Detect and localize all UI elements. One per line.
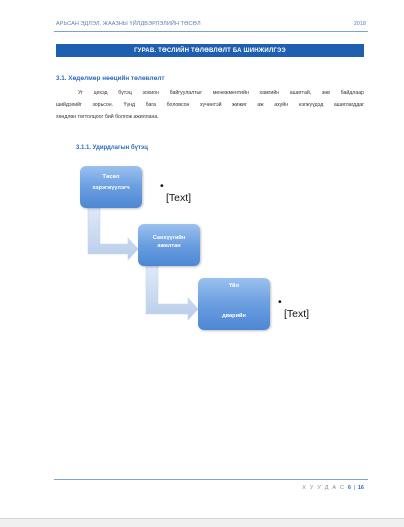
page-total: 16 [357,485,364,491]
finance-officer-label-2: ажилтан [157,243,181,249]
page-footer [302,485,364,491]
paragraph-line-2: шийдэхийг зорьсон. Үүнд бага боловсон хүчинтэй жижиг аж ахуйн нэгжүүдэд ашиглагддаг [56,102,364,108]
finance-officer-label-1: Санхүүгийн [152,235,186,241]
viewer-bottom-edge [0,518,404,527]
arrow-2 [146,266,198,320]
bullet-label-2: [Text] [284,308,310,320]
footer-label: Х У У Д А С [302,485,346,491]
header-year: 2018 [353,21,366,27]
operations-box [198,278,270,330]
operations-label-1: Үйл [228,283,240,289]
project-manager-box [80,166,142,208]
bullet-text-2 [278,296,309,320]
page-separator: | [353,485,356,491]
arrow-1 [88,207,138,260]
bullet-label-1: [Text] [166,192,192,204]
section-heading: 3.1. Хөдөлмөр нөөцийн төлөвлөлт [56,75,165,82]
paragraph-line-3: хөндлөн төгтолцоог бий болгож ажиллана. [56,114,159,120]
header-title: АРЬСАН ЭДЛЭЛ, ЖААЗНЫ ҮЙЛДВЭРЛЭЛИЙН ТӨСӨЛ [56,21,201,27]
chapter-banner [56,44,364,57]
header-divider [54,31,368,32]
footer-divider [54,479,368,480]
project-manager-label-2: хэрэгжүүлэгч [92,185,130,191]
bullet-dot-1: • [160,180,164,192]
paragraph-line-1: Уг цехэд бүтэц зохион байгуулалтыг менежментийн хамгийн ашигтай, зөв байдлаар [78,90,364,96]
operations-label-2: дварийн [222,313,246,319]
subsection-heading: 3.1.1. Удирдлагын бүтэц [76,145,148,151]
section-paragraph [56,87,364,123]
page-number: 6 [347,485,351,491]
bullet-dot-2: • [278,296,282,308]
bullet-text-1 [160,180,191,204]
finance-officer-box [138,224,200,266]
project-manager-label-1: Төсөл [102,174,120,180]
chapter-title: ГУРАВ. ТӨСЛИЙН ТӨЛӨВЛӨЛТ БА ШИНЖИЛГЭЭ [134,47,286,54]
